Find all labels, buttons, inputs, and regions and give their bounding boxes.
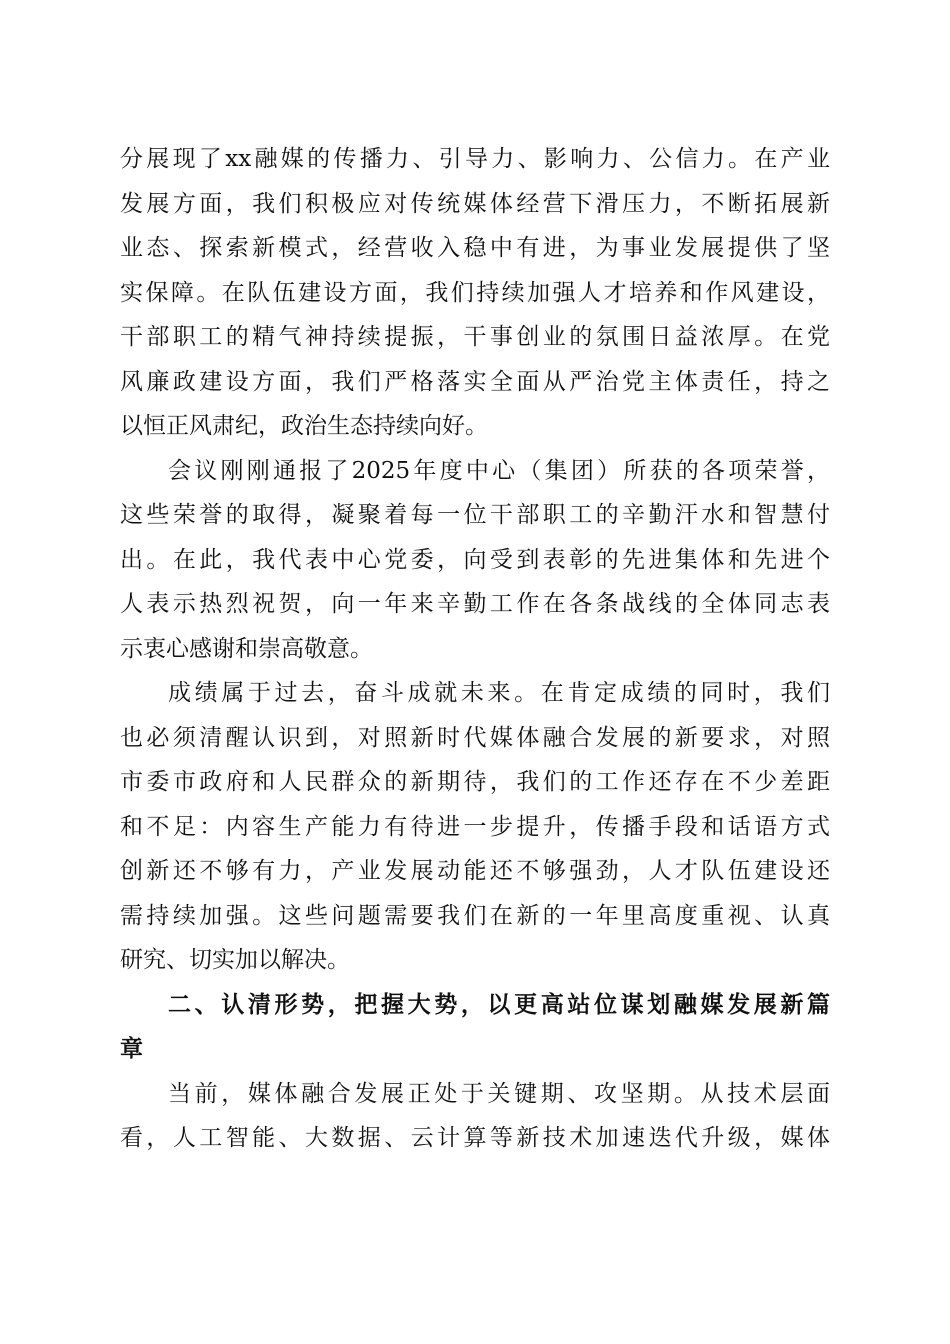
paragraph-shortcomings: [120, 671, 830, 983]
text-line: 看，人工智能、大数据、云计算等新技术加速迭代升级，媒体: [120, 1125, 830, 1151]
text-line: 发展方面，我们积极应对传统媒体经营下滑压力，不断拓展新: [120, 190, 830, 217]
text-line: 干部职工的精气神持续提振，干事创业的氛围日益浓厚。在党: [120, 324, 830, 350]
text-line: 成绩属于过去，奋斗成就未来。在肯定成绩的同时，我们: [168, 680, 830, 706]
text-line: 以恒正风肃纪，政治生态持续向好。: [120, 413, 488, 439]
text-line: 市委市政府和人民群众的新期待，我们的工作还存在不少差距: [120, 769, 830, 795]
text-line: 需持续加强。这些问题需要我们在新的一年里高度重视、认真: [120, 902, 830, 929]
text-line: 也必须清醒认识到，对照新时代媒体融合发展的新要求，对照: [120, 724, 830, 751]
document-page: [120, 137, 830, 1161]
paragraph-honors: [120, 449, 830, 672]
text-line: 示衷心感谢和崇高敬意。: [120, 635, 373, 662]
text-line: 研究、切实加以解决。: [120, 947, 350, 973]
paragraph-achievements-continued: [120, 137, 830, 449]
heading-line: 章: [120, 1036, 143, 1062]
text-line: 创新还不够有力，产业发展动能还不够强劲，人才队伍建设还: [120, 858, 830, 884]
text-line: 会议刚刚通报了2025年度中心（集团）所获的各项荣誉，: [168, 457, 830, 484]
paragraph-situation: [120, 1072, 830, 1161]
text-line: 人表示热烈祝贺，向一年来辛勤工作在各条战线的全体同志表: [120, 591, 830, 617]
heading-line: 二、认清形势，把握大势，以更高站位谋划融媒发展新篇: [168, 991, 830, 1018]
text-line: 这些荣誉的取得，凝聚着每一位干部职工的辛勤汗水和智慧付: [120, 502, 830, 528]
text-line: 实保障。在队伍建设方面，我们持续加强人才培养和作风建设，: [120, 279, 830, 306]
text-line: 风廉政建设方面，我们严格落实全面从严治党主体责任，持之: [120, 368, 830, 395]
text-line: 出。在此，我代表中心党委，向受到表彰的先进集体和先进个: [120, 546, 830, 573]
text-line: 业态、探索新模式，经营收入稳中有进，为事业发展提供了坚: [120, 235, 830, 261]
section-heading-2: [120, 983, 830, 1072]
text-line: 分展现了xx融媒的传播力、引导力、影响力、公信力。在产业: [120, 146, 830, 172]
text-line: 当前，媒体融合发展正处于关键期、攻坚期。从技术层面: [168, 1080, 830, 1107]
text-line: 和不足：内容生产能力有待进一步提升，传播手段和话语方式: [120, 813, 830, 840]
